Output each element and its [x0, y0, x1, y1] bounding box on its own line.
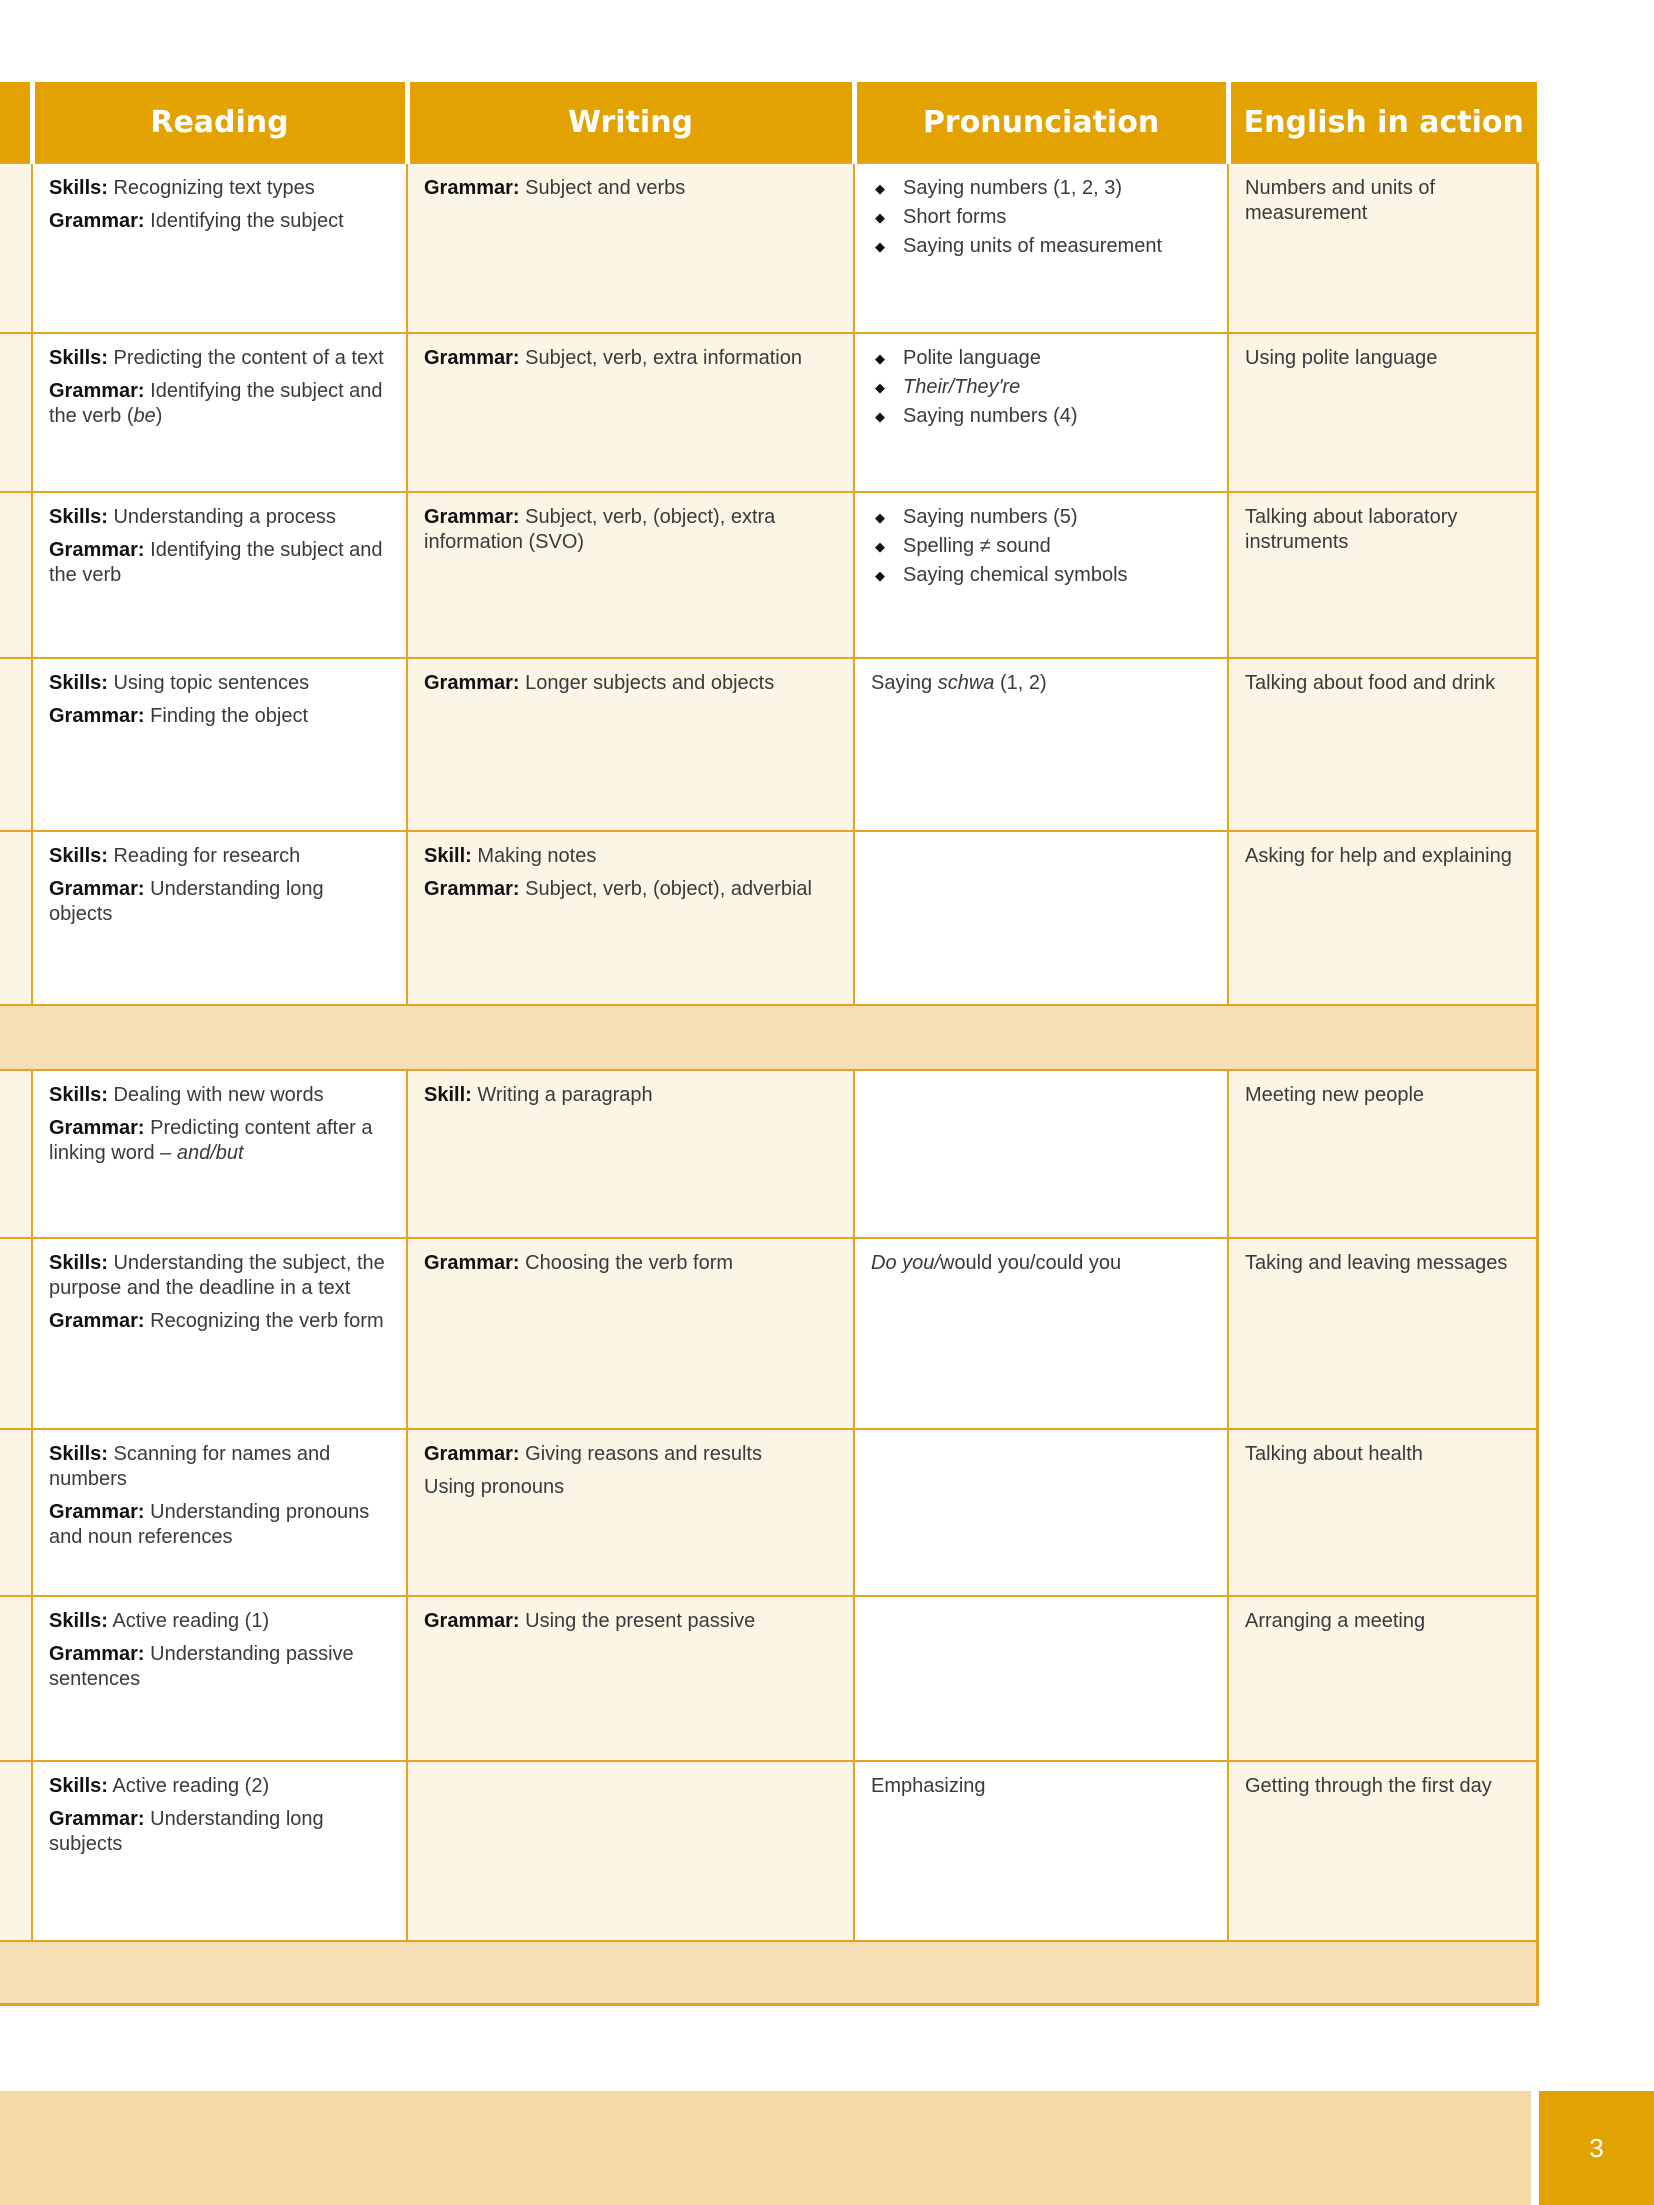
reading-cell [32, 1596, 407, 1761]
pronunciation-list [871, 346, 1213, 429]
reading-cell [32, 831, 407, 1005]
cutoff-cell [0, 1761, 32, 1941]
reading-skills-line: Skills: Understanding a process [49, 506, 336, 528]
english-in-action-cell: Using polite language [1228, 333, 1537, 492]
pronunciation-item: ◆ Polite language [871, 346, 1213, 371]
reading-grammar-line: Grammar: Finding the object [49, 705, 309, 727]
cutoff-cell [0, 1429, 32, 1596]
writing-grammar-line: Grammar: Giving reasons and results [424, 1443, 762, 1465]
table-row [0, 492, 1537, 658]
writing-cell [407, 1429, 854, 1596]
reading-cell [32, 163, 407, 333]
reading-cell [32, 1070, 407, 1238]
reading-skills-line: Skills: Scanning for names and numbers [49, 1443, 331, 1490]
pronunciation-cell: Do you/would you/could you [854, 1238, 1228, 1429]
writing-grammar-line: Grammar: Using the present passive [424, 1610, 756, 1632]
table-row [0, 1238, 1537, 1429]
reading-cell [32, 658, 407, 831]
header-writing: Writing [407, 82, 854, 163]
reading-grammar-line: Grammar: Understanding pronouns and noun references [49, 1501, 370, 1548]
reading-cell [32, 492, 407, 658]
cutoff-cell [0, 1238, 32, 1429]
pronunciation-cell [854, 1596, 1228, 1761]
section-band-cell [0, 1005, 1537, 1070]
table-row [0, 1429, 1537, 1596]
writing-cell [407, 831, 854, 1005]
pronunciation-item: ◆ Spelling ≠ sound [871, 534, 1213, 559]
section-band [0, 1941, 1537, 2004]
table-row [0, 1761, 1537, 1941]
contents-table [0, 82, 1539, 2006]
reading-grammar-line: Grammar: Understanding long subjects [49, 1808, 324, 1855]
table-row [0, 1070, 1537, 1238]
english-in-action-cell: Asking for help and explaining [1228, 831, 1537, 1005]
english-in-action-cell: Arranging a meeting [1228, 1596, 1537, 1761]
pronunciation-item: ◆ Their/They're [871, 375, 1213, 400]
pronunciation-cell [854, 831, 1228, 1005]
table-row [0, 658, 1537, 831]
writing-skill-line: Skill: Making notes [424, 845, 597, 867]
cutoff-cell [0, 163, 32, 333]
english-in-action-cell: Taking and leaving messages [1228, 1238, 1537, 1429]
writing-cell [407, 1596, 854, 1761]
reading-skills-line: Skills: Reading for research [49, 845, 301, 867]
reading-skills-line: Skills: Recognizing text types [49, 177, 315, 199]
writing-cell [407, 658, 854, 831]
reading-skills-line: Skills: Active reading (1) [49, 1610, 270, 1632]
cutoff-cell [0, 831, 32, 1005]
pronunciation-cell [854, 492, 1228, 658]
pronunciation-item: ◆ Saying numbers (4) [871, 404, 1213, 429]
reading-grammar-line: Grammar: Predicting content after a linking word – and/but [49, 1117, 373, 1164]
pronunciation-cell: Emphasizing [854, 1761, 1228, 1941]
cutoff-cell [0, 492, 32, 658]
cutoff-cell [0, 658, 32, 831]
reading-skills-line: Skills: Understanding the subject, the purpose and the deadline in a text [49, 1252, 385, 1299]
reading-skills-line: Skills: Dealing with new words [49, 1084, 324, 1106]
reading-skills-line: Skills: Active reading (2) [49, 1775, 270, 1797]
pronunciation-item: ◆ Saying numbers (5) [871, 505, 1213, 530]
writing-skill-line: Skill: Writing a paragraph [424, 1084, 653, 1106]
writing-cell [407, 1238, 854, 1429]
pronunciation-cell [854, 1070, 1228, 1238]
page-number: 3 [1539, 2091, 1654, 2205]
writing-cell [407, 492, 854, 658]
english-in-action-cell: Talking about laboratory instruments [1228, 492, 1537, 658]
english-in-action-cell: Talking about food and drink [1228, 658, 1537, 831]
reading-grammar-line: Grammar: Identifying the subject [49, 210, 344, 232]
writing-grammar-line: Grammar: Subject, verb, (object), adverbial [424, 878, 812, 900]
english-in-action-cell: Meeting new people [1228, 1070, 1537, 1238]
table-row [0, 831, 1537, 1005]
pronunciation-item: ◆ Saying numbers (1, 2, 3) [871, 176, 1213, 201]
cutoff-cell [0, 333, 32, 492]
pronunciation-cell [854, 1429, 1228, 1596]
reading-cell [32, 1761, 407, 1941]
writing-grammar-line: Grammar: Choosing the verb form [424, 1252, 734, 1274]
table-row [0, 1596, 1537, 1761]
pronunciation-cell [854, 333, 1228, 492]
reading-cell [32, 1429, 407, 1596]
reading-grammar-line: Grammar: Identifying the subject and the verb [49, 539, 383, 586]
footer-band [0, 2091, 1531, 2205]
cutoff-cell [0, 1596, 32, 1761]
writing-grammar-line: Grammar: Subject, verb, extra information [424, 347, 802, 369]
header-reading: Reading [32, 82, 407, 163]
header-pronunciation: Pronunciation [854, 82, 1228, 163]
header-row [0, 82, 1537, 163]
english-in-action-cell: Talking about health [1228, 1429, 1537, 1596]
writing-cell [407, 1761, 854, 1941]
section-band [0, 1005, 1537, 1070]
pronunciation-list [871, 176, 1213, 259]
cutoff-cell [0, 1070, 32, 1238]
table-body [0, 163, 1537, 2004]
reading-grammar-line: Grammar: Recognizing the verb form [49, 1310, 384, 1332]
reading-cell [32, 1238, 407, 1429]
writing-grammar-line: Grammar: Subject and verbs [424, 177, 686, 199]
reading-grammar-line: Grammar: Identifying the subject and the verb (be) [49, 380, 383, 427]
pronunciation-item: ◆ Short forms [871, 205, 1213, 230]
writing-plain-line: Using pronouns [424, 1476, 565, 1498]
writing-grammar-line: Grammar: Subject, verb, (object), extra information (SVO) [424, 506, 776, 553]
reading-cell [32, 333, 407, 492]
header-cell-cutoff [0, 82, 32, 163]
table-row [0, 333, 1537, 492]
contents-table-wrapper [0, 82, 1537, 2006]
pronunciation-item: ◆ Saying units of measurement [871, 234, 1213, 259]
section-band-cell [0, 1941, 1537, 2004]
writing-cell [407, 163, 854, 333]
table-row [0, 163, 1537, 333]
reading-grammar-line: Grammar: Understanding passive sentences [49, 1643, 354, 1690]
header-english-in-action: English in action [1228, 82, 1537, 163]
english-in-action-cell: Getting through the first day [1228, 1761, 1537, 1941]
pronunciation-cell: Saying schwa (1, 2) [854, 658, 1228, 831]
reading-skills-line: Skills: Using topic sentences [49, 672, 310, 694]
pronunciation-list [871, 505, 1213, 588]
writing-cell [407, 1070, 854, 1238]
pronunciation-item: ◆ Saying chemical symbols [871, 563, 1213, 588]
pronunciation-cell [854, 163, 1228, 333]
english-in-action-cell: Numbers and units of measurement [1228, 163, 1537, 333]
writing-cell [407, 333, 854, 492]
writing-grammar-line: Grammar: Longer subjects and objects [424, 672, 775, 694]
reading-grammar-line: Grammar: Understanding long objects [49, 878, 324, 925]
reading-skills-line: Skills: Predicting the content of a text [49, 347, 384, 369]
